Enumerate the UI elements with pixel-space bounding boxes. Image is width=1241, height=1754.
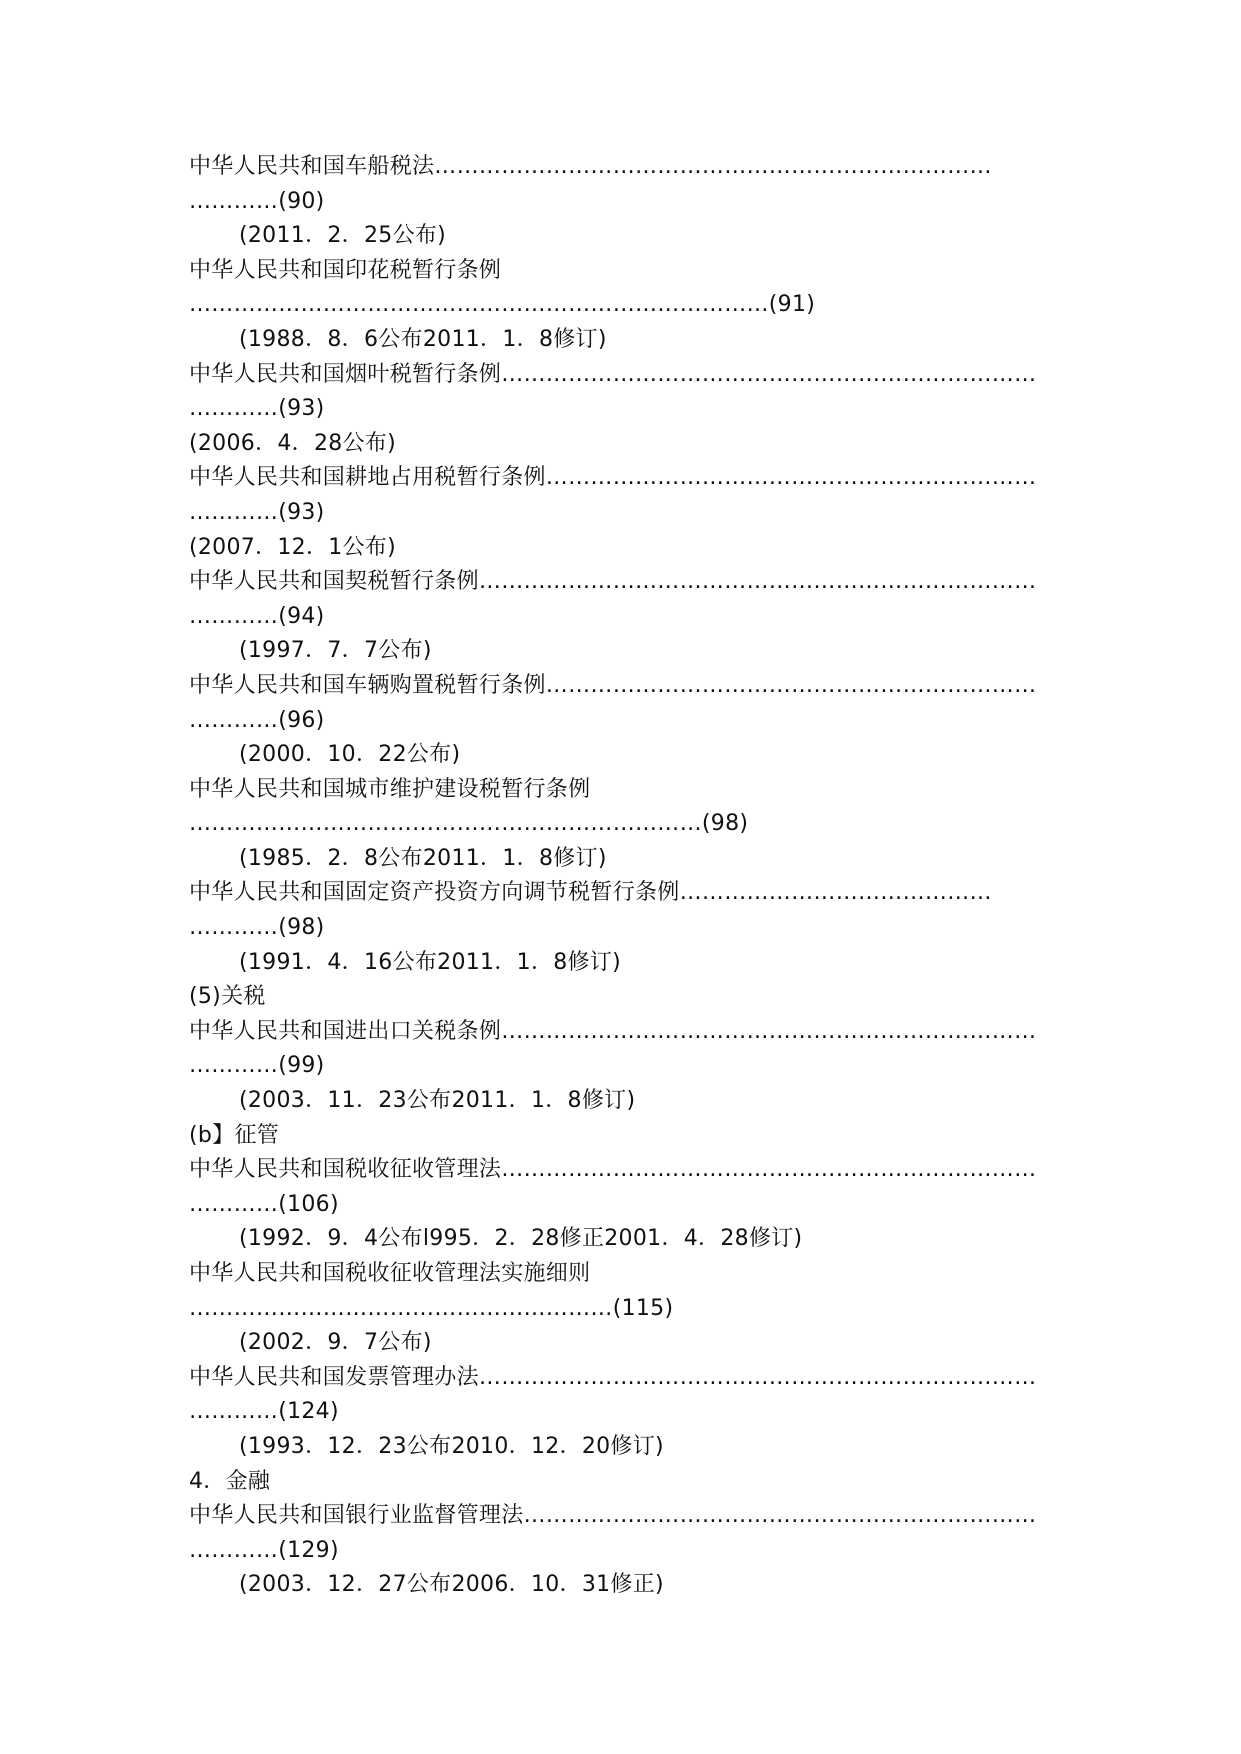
toc-entry-date: (1985．2．8公布2011．1．8修订)	[239, 845, 607, 871]
toc-entry-page: ……………………………………………………………………(91)	[189, 292, 816, 318]
toc-entry-title: 中华人民共和国耕地占用税暂行条例…………………………………………………………	[189, 465, 1037, 491]
toc-entry-date: (2011．2．25公布)	[239, 223, 447, 249]
toc-entry-title: 中华人民共和国税收征收管理法………………………………………………………………	[189, 1157, 1037, 1183]
toc-entry-title: 中华人民共和国发票管理办法…………………………………………………………………	[189, 1364, 1037, 1390]
toc-entry-page: …………(99)	[189, 1053, 325, 1079]
toc-entry-title: 中华人民共和国印花税暂行条例	[189, 257, 502, 283]
toc-entry-date: (2002．9．7公布)	[239, 1330, 432, 1356]
toc-section-heading: 4．金融	[189, 1468, 271, 1494]
toc-entry-date: (2006．4．28公布)	[189, 430, 397, 456]
toc-entry-date: (1997．7．7公布)	[239, 638, 432, 664]
toc-entry-title: 中华人民共和国城市维护建设税暂行条例	[189, 776, 591, 802]
toc-entry-title: 中华人民共和国进出口关税条例………………………………………………………………	[189, 1018, 1037, 1044]
toc-entry-page: …………(106)	[189, 1191, 339, 1217]
toc-entry-date: (2003．11．23公布2011．1．8修订)	[239, 1088, 636, 1114]
toc-entry-page: …………………………………………………(115)	[189, 1295, 674, 1321]
toc-section-heading: (b】征管	[189, 1122, 280, 1148]
toc-entry-page: …………(129)	[189, 1537, 339, 1563]
table-of-contents	[189, 150, 1039, 1603]
toc-entry-title: 中华人民共和国契税暂行条例…………………………………………………………………	[189, 569, 1037, 595]
toc-entry-title: 中华人民共和国车船税法…………………………………………………………………	[189, 154, 992, 179]
toc-entry-title: 中华人民共和国银行业监督管理法……………………………………………………………	[189, 1503, 1037, 1529]
toc-entry-title: 中华人民共和国车辆购置税暂行条例…………………………………………………………	[189, 672, 1037, 698]
toc-entry-title: 中华人民共和国税收征收管理法实施细则	[189, 1261, 591, 1286]
toc-entry-date: (2003．12．27公布2006．10．31修正)	[239, 1572, 664, 1598]
toc-entry-title: 中华人民共和国烟叶税暂行条例………………………………………………………………	[189, 361, 1037, 387]
toc-entry-page: …………(96)	[189, 707, 325, 733]
toc-entry-date: (1992．9．4公布l995．2．28修正2001．4．28修订)	[239, 1226, 803, 1252]
toc-entry-date: (1993．12．23公布2010．12．20修订)	[239, 1433, 664, 1459]
toc-entry-page: ……………………………………………………………(98)	[189, 811, 749, 837]
toc-entry-page: …………(98)	[189, 915, 325, 941]
toc-entry-page: …………(94)	[189, 603, 325, 629]
toc-entry-page: …………(93)	[189, 499, 325, 525]
toc-entry-page: …………(124)	[189, 1399, 339, 1425]
toc-entry-date: (1988．8．6公布2011．1．8修订)	[239, 326, 607, 352]
toc-entry-page: …………(90)	[189, 188, 325, 214]
toc-entry-title: 中华人民共和国固定资产投资方向调节税暂行条例……………………………………	[189, 880, 992, 906]
toc-entry-page: …………(93)	[189, 396, 325, 422]
toc-entry-date: (2000．10．22公布)	[239, 742, 461, 768]
toc-entry-date: (1991．4．16公布2011．1．8修订)	[239, 949, 622, 975]
toc-entry-date: (2007．12．1公布)	[189, 534, 397, 560]
toc-section-heading: (5)关税	[189, 984, 266, 1010]
